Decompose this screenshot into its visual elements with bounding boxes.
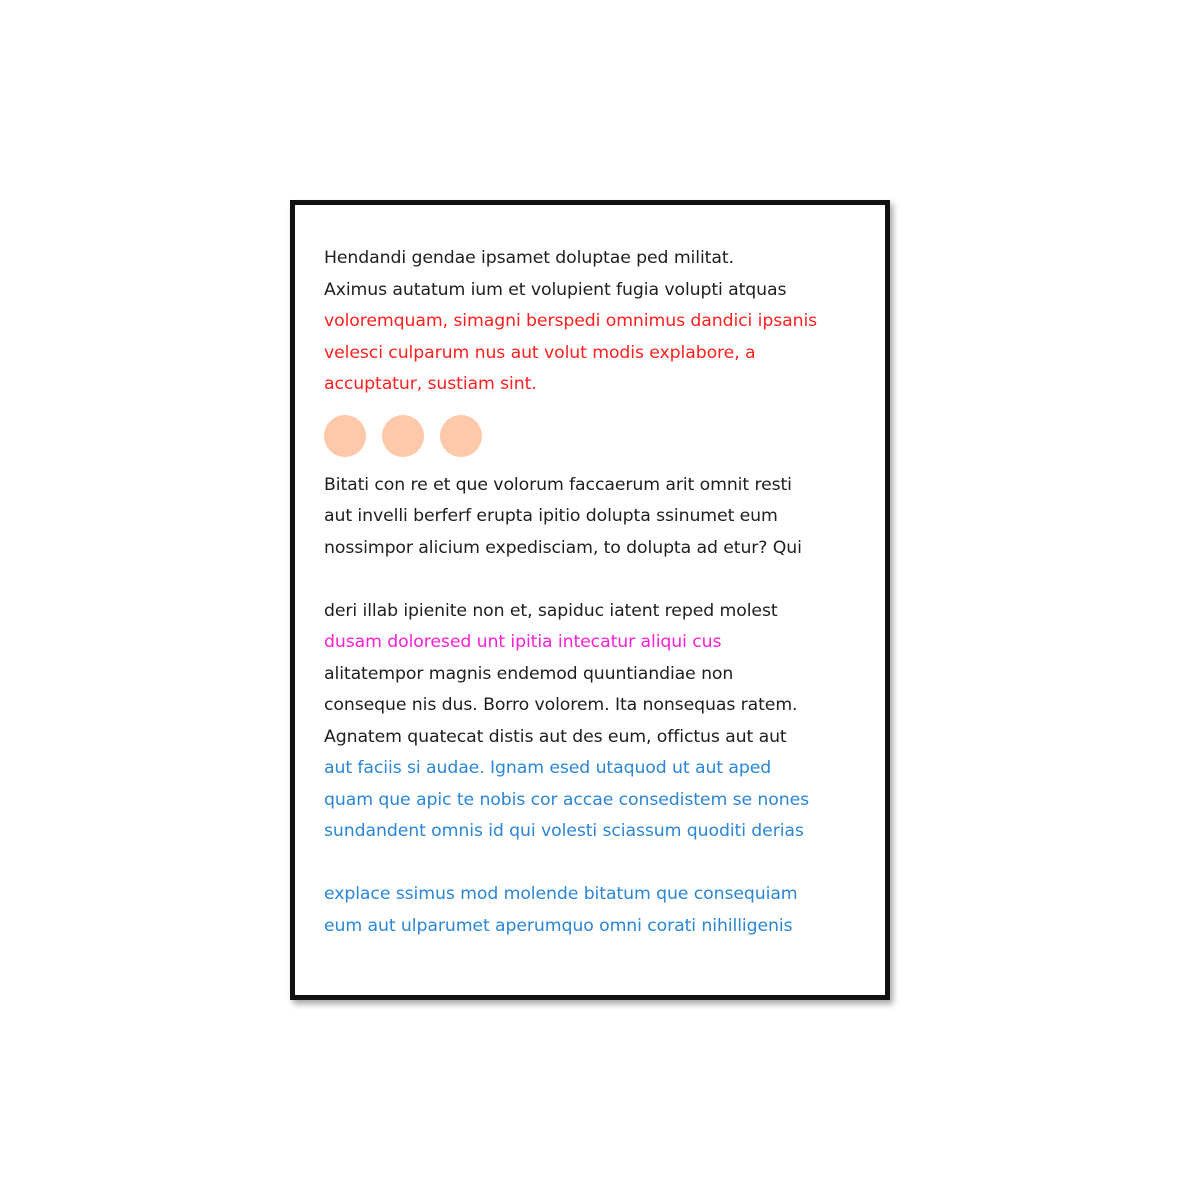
circle-dot-icon	[440, 415, 482, 457]
circle-dot-icon	[382, 415, 424, 457]
paragraph-gap	[324, 564, 869, 596]
text-line: nossimpor alicium expedisciam, to dolupta ad etur? Qui	[324, 537, 802, 558]
text-line: alitatempor magnis endemod quuntiandiae non	[324, 663, 734, 684]
text-line: conseque nis dus. Borro volorem. Ita nonsequas ratem.	[324, 695, 798, 715]
circle-dot-icon	[324, 415, 366, 457]
highlight-magenta-line: dusam doloresed unt ipitia intecatur aliqui cus	[324, 632, 722, 652]
highlight-blue-line: aut faciis si audae. Ignam esed utaquod ut aut aped	[324, 758, 772, 778]
text-line: deri illab ipienite non et, sapiduc iatent reped molest	[324, 600, 778, 621]
highlight-blue-line: eum aut ulparumet aperumquo omni corati nihilligenis	[324, 915, 793, 936]
highlight-red-line: velesci culparum nus aut volut modis explabore, a	[324, 342, 756, 363]
highlight-red-line: accuptatur, sustiam sint.	[324, 374, 537, 394]
document-page	[290, 200, 890, 1000]
text-line: Bitati con re et que volorum faccaerum arit omnit resti	[324, 474, 792, 495]
text-line: Aximus autatum ium et volupient fugia volupti atquas	[324, 279, 787, 300]
highlight-blue-line: explace ssimus mod molende bitatum que consequiam	[324, 884, 798, 904]
text-line: Agnatem quatecat distis aut des eum, offictus aut aut	[324, 726, 787, 747]
document-body	[324, 243, 869, 942]
highlight-blue-line: quam que apic te nobis cor accae consedistem se nones	[324, 789, 810, 810]
highlight-blue-line: sundandent omnis id qui volesti sciassum quoditi derias	[324, 821, 804, 841]
text-line: aut invelli berferf erupta ipitio dolupta ssinumet eum	[324, 506, 778, 526]
text-line: Hendandi gendae ipsamet doluptae ped militat.	[324, 248, 734, 268]
dot-row	[324, 415, 869, 459]
highlight-red-line: voloremquam, simagni berspedi omnimus dandici ipsanis	[324, 311, 818, 331]
paragraph-gap	[324, 848, 869, 880]
